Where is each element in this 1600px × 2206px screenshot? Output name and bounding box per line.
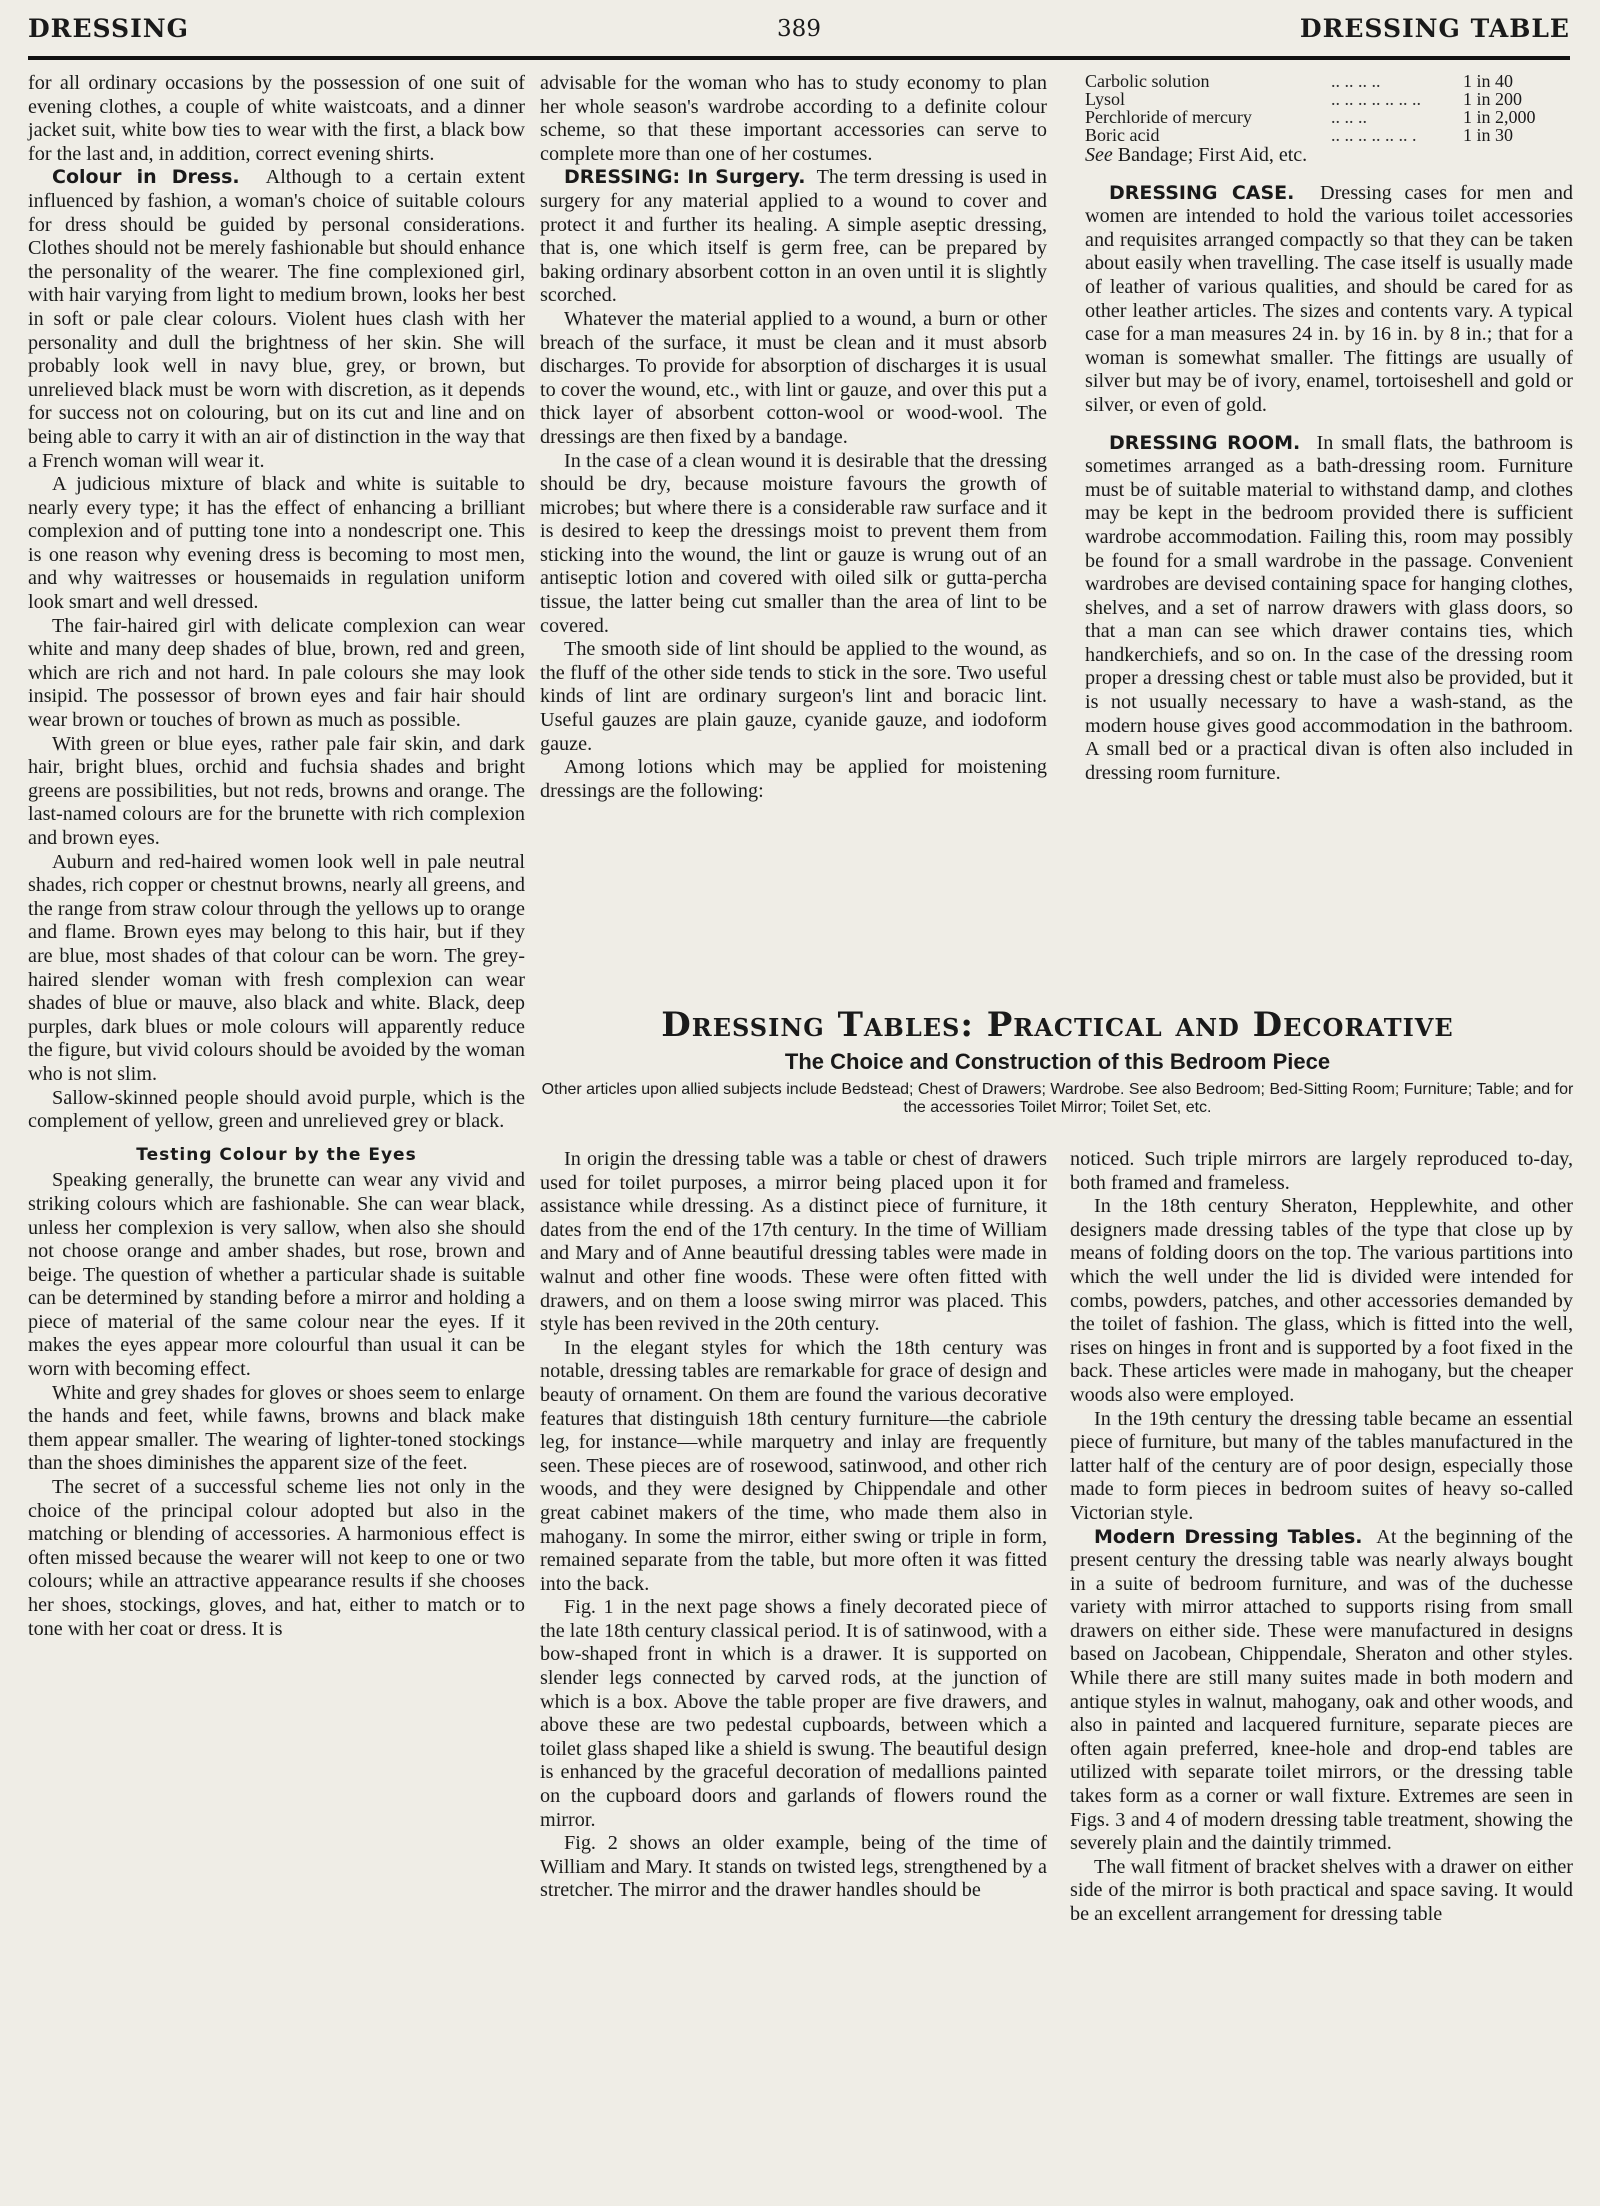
section-heading: DRESSING CASE. [1109,181,1295,204]
paragraph-dressing-room [1085,432,1573,786]
paragraph-text: Dressing cases for men and women are intended to hold the various toilet accessories and requisites arranged compactly so that they can be taken about easily when travelling. The case itself is usually made of leather of various qualities, and should be cared for as other leather articles. The sizes and contents vary. A typical case for a man measures 24 in. by 16 in. by 8 in.; that for a woman is somewhat smaller. The fittings are usually of silver but may be of ivory, enamel, tortoiseshell and gold or silver, or even of gold. [1085,181,1574,416]
article-title: Dressing Tables: Practical and Decorative [661,1005,1454,1045]
paragraph: The wall fitment of bracket shelves with a drawer on either side of the mirror is both practical and space saving. It would be an excellent arrangement for dressing table [1070,1855,1573,1925]
paragraph: A judicious mixture of black and white is suitable to nearly every type; it has the effect of enhancing a brilliant complexion and of putting tone into a nondescript one. This is one reason why evening dress is becoming to most men, and why waitresses or housemaids in regulation uniform look smart and well dressed. [28,473,525,614]
column-2 [540,72,1047,803]
solution-name: Carbolic solution [1085,71,1210,91]
solution-name: Perchloride of mercury [1085,107,1252,127]
leader-dots: .. .. .. .. [1330,71,1381,91]
paragraph-modern [1070,1526,1573,1856]
solution-ratio: 1 in 30 [1463,125,1514,145]
column-1 [28,72,525,1641]
see-label: See [1085,144,1113,166]
paragraph-dressing-case [1085,182,1573,418]
paragraph: The smooth side of lint should be applied to the wound, as the fluff of the other side tends to stick in the sore. Two useful kinds of lint are ordinary surgeon's lint and boracic lint. Useful gauzes are plain gauze, cyanide gauze, and iodoform gauze. [540,638,1047,755]
column-3 [1085,72,1573,785]
paragraph: Fig. 1 in the next page shows a finely decorated piece of the late 18th century classical period. It is of satinwood, with a bow-shaped front in which is a drawer. It is supported on slender legs connected by carved rods, at the junction of which is a box. Above the table proper are five drawers, and above these are two pedestal cupboards, between which a toilet glass shaped like a shield is swung. The beautiful design is enhanced by the graceful decoration of medallions painted on the cupboard doors and garlands of flowers round the mirror. [540,1596,1047,1831]
paragraph-text: At the beginning of the present century the dressing table was nearly always bought in a suite of bedroom furniture, and was of the duchesse variety with mirror attached to supports rising from small drawers on either side. These were manufactured in designs based on Jacobean, Chippendale, Sheraton and other styles. While there are still many suites made in both modern and antique styles in walnut, mahogany, oak and other woods, and also in painted and lacquered furniture, separate pieces are often again preferred, knee-hole and drop-end tables are utilized with separate toilet mirrors, or the dressing table takes form as a corner or wall fixture. Extremes are seen in Figs. 3 and 4 of modern dressing table treatment, showing the severely plain and the daintily trimmed. [1070,1525,1574,1855]
paragraph: Whatever the material applied to a wound, a burn or other breach of the surface, it must be clean and it must absorb discharges. To provide for absorption of discharges it is usual to cover the wound, etc., with lint or gauze, and over this put a thick layer of absorbent cotton-wool or wood-wool. The dressings are then fixed by a bandage. [540,307,1047,448]
running-header [28,12,1570,60]
paragraph: Sallow-skinned people should avoid purple, which is the complement of yellow, green and unrelieved grey or black. [28,1086,525,1133]
solution-name: Lysol [1085,89,1126,109]
solution-name: Boric acid [1085,125,1160,145]
paragraph: In the elegant styles for which the 18th century was notable, dressing tables are remarkable for grace of design and beauty of ornament. On them are found the various decorative features that distinguish 18th century furniture—the cabriole leg, for instance—while marquetry and inlay are frequently seen. These pieces are of rosewood, satinwood, and other rich woods, and they were designed by Chippendale and other great cabinet makers of the time, who made them also in mahogany. In some the mirror, either swing or triple in form, remained separate from the table, but more often it was fitted into the back. [540,1336,1047,1595]
paragraph: White and grey shades for gloves or shoes seem to enlarge the hands and feet, while fawns, browns and black make them appear smaller. The wearing of lighter-toned stockings than the shoes diminishes the apparent size of the feet. [28,1381,525,1475]
section-heading: Colour in Dress. [52,166,240,189]
header-left-title: DRESSING [28,14,189,43]
paragraph: With green or blue eyes, rather pale fair skin, and dark hair, bright blues, orchid and fuchsia shades and bright greens are possibilities, but not reds, browns and orange. The last-named colours are for the brunette with rich complexion and brown eyes. [28,732,525,849]
article-subtitle: The Choice and Construction of this Bedroom Piece [784,1049,1331,1074]
paragraph-text: The term dressing is used in surgery for any material applied to a wound to cover and protect it and further its healing. A simple aseptic dressing, that is, one which itself is germ free, can be prepared by baking ordinary absorbent cotton in an oven until it is slightly scorched. [540,166,1047,307]
article-banner [540,1005,1575,1117]
solution-ratio: 1 in 200 [1463,89,1523,109]
paragraph: advisable for the woman who has to study economy to plan her whole season's wardrobe according to a definite colour scheme, so that these important accessories can serve to complete more than one of her costumes. [540,72,1047,165]
table-row [1085,72,1573,90]
paragraph: for all ordinary occasions by the possession of one suit of evening clothes, a couple of white waistcoats, and a dinner jacket suit, white bow ties to wear with the first, a black bow for the last and, in addition, correct evening shirts. [28,72,525,165]
paragraph: Among lotions which may be applied for moistening dressings are the following: [540,756,1047,802]
paragraph-text: Although to a certain extent influenced by fashion, a woman's choice of suitable colours for dress should be guided by personal considerations. Clothes should not be merely fashionable but should enhance the personality of the wearer. The fine complexioned girl, with hair varying from light to medium brown, looks her best in soft or pale clear colours. Violent hues clash with her personality and dull the brightness of her skin. She will probably look well in navy blue, grey, or brown, but unrelieved black must be worn with discretion, as it depends for success not on colouring, but on its cut and line and on being able to carry it with an air of distinction in the way that a French woman will wear it. [28,166,525,472]
article-cross-references: Other articles upon allied subjects include Bedstead; Chest of Drawers; Wardrobe. See also Bedroom; Bed-Sitting Room; Furniture; Table; and for the accessories Toilet Mirror; Toilet Set, etc. [541,1081,1574,1116]
table-row [1085,126,1573,144]
leader-dots: .. .. .. .. .. .. .. [1330,89,1421,109]
section-heading: DRESSING ROOM. [1109,431,1301,454]
page-number: 389 [777,16,821,42]
table-row [1085,90,1573,108]
article-column-left [540,1148,1047,1903]
see-also-links[interactable]: Bandage; First Aid, etc. [1117,144,1308,166]
paragraph: The fair-haired girl with delicate complexion can wear white and many deep shades of blue, brown, red and green, which are rich and not hard. In pale colours she may look insipid. The possessor of brown eyes and fair hair should wear brown or touches of brown as much as possible. [28,614,525,732]
solution-ratio: 1 in 2,000 [1463,107,1536,127]
paragraph: Speaking generally, the brunette can wear any vivid and striking colours which are fashionable. She can wear black, unless her complexion is very sallow, when also she should not choose orange and amber shades, but rose, brown and beige. The question of whether a particular shade is suitable can be determined by standing before a mirror and holding a piece of material of the same colour near the eyes. If it makes the eyes appear more colourful than usual it can be worn with becoming effect. [28,1169,525,1381]
paragraph: In the case of a clean wound it is desirable that the dressing should be dry, because moisture favours the growth of microbes; but where there is a considerable raw surface and it is desired to keep the dressings moist to prevent them from sticking into the wound, the lint or gauze is wrung out of an antiseptic lotion and covered with oiled silk or gutta-percha tissue, the latter being cut smaller than the area of lint to be covered. [540,449,1047,637]
paragraph: The secret of a successful scheme lies not only in the choice of the principal colour adopted but also in the matching or blending of accessories. A harmonious effect is often missed because the wearer will not keep to one or two colours; while an attractive appearance results if she chooses her shoes, stockings, gloves, and hat, either to match or to tone with her coat or dress. It is [28,1476,525,1640]
paragraph: In the 18th century Sheraton, Hepplewhite, and other designers made dressing tables of the type that close up by means of folding doors on the top. The various partitions into which the well under the lid is divided were intended for combs, powders, patches, and other accessories demanded by the toilet of fashion. The glass, which is fitted into the well, rises on hinges in front and is supported by a foot fixed in the back. These articles were made in mahogany, but the cheaper woods also were employed. [1070,1195,1573,1406]
leader-dots: .. .. .. [1330,107,1367,127]
subheading: Testing Colour by the Eyes [136,1144,417,1165]
see-also [1085,144,1573,168]
paragraph: Fig. 2 shows an older example, being of the time of William and Mary. It stands on twisted legs, strengthened by a stretcher. The mirror and the drawer handles should be [540,1832,1047,1902]
article-column-right [1070,1148,1573,1927]
leader-dots: .. .. .. .. .. .. . [1330,125,1417,145]
section-heading: DRESSING: In Surgery. [564,166,806,189]
solutions-table [1085,72,1573,144]
paragraph-text: In small flats, the bathroom is sometimes arranged as a bath-dressing room. Furniture must be of suitable material to withstand damp, and clothes may be kept in the bedroom provided there is sufficient wardrobe accommodation. Failing this, room may possibly be found for a small wardrobe in the passage. Convenient wardrobes are devised containing space for hanging clothes, shelves, and a set of narrow drawers with glass doors, so that a man can see which drawer contains ties, which handkerchiefs, and so on. In the case of the dressing room proper a dressing chest or table must also be provided, but it is not usually necessary to have a wash-stand, as the modern house gives good accommodation in the bathroom. A small bed or a practical divan is often also included in dressing room furniture. [1085,431,1574,784]
paragraph-colour-in-dress [28,166,525,473]
paragraph: In the 19th century the dressing table became an essential piece of furniture, but many of the tables manufactured in the latter half of the century are of poor design, especially those made to form pieces in bedroom suites of heavy so-called Victorian style. [1070,1407,1573,1524]
paragraph-surgery [540,166,1047,308]
section-heading: Modern Dressing Tables. [1094,1525,1363,1548]
header-right-title: DRESSING TABLE [1299,14,1570,43]
paragraph: Auburn and red-haired women look well in pale neutral shades, rich copper or chestnut browns, nearly all greens, and the range from straw colour through the yellows up to orange and flame. Brown eyes may belong to this hair, but if they are blue, most shades of that colour can be worn. The grey-haired slender woman with fresh complexion can wear shades of blue or mauve, also black and white. Black, deep purples, dark blues or mole colours will apparently reduce the figure, but vivid colours should be avoided by the woman who is not slim. [28,850,525,1085]
paragraph: noticed. Such triple mirrors are largely reproduced to-day, both framed and frameless. [1070,1148,1573,1194]
table-row [1085,108,1573,126]
paragraph: In origin the dressing table was a table or chest of drawers used for toilet purposes, a mirror being placed upon it for assistance while dressing. As a distinct piece of furniture, it dates from the end of the 17th century. In the time of William and Mary and of Anne beautiful dressing tables were made in walnut and other fine woods. These were often fitted with drawers, and on them a loose swing mirror was placed. This style has been revived in the 20th century. [540,1148,1047,1336]
solution-ratio: 1 in 40 [1463,71,1514,91]
